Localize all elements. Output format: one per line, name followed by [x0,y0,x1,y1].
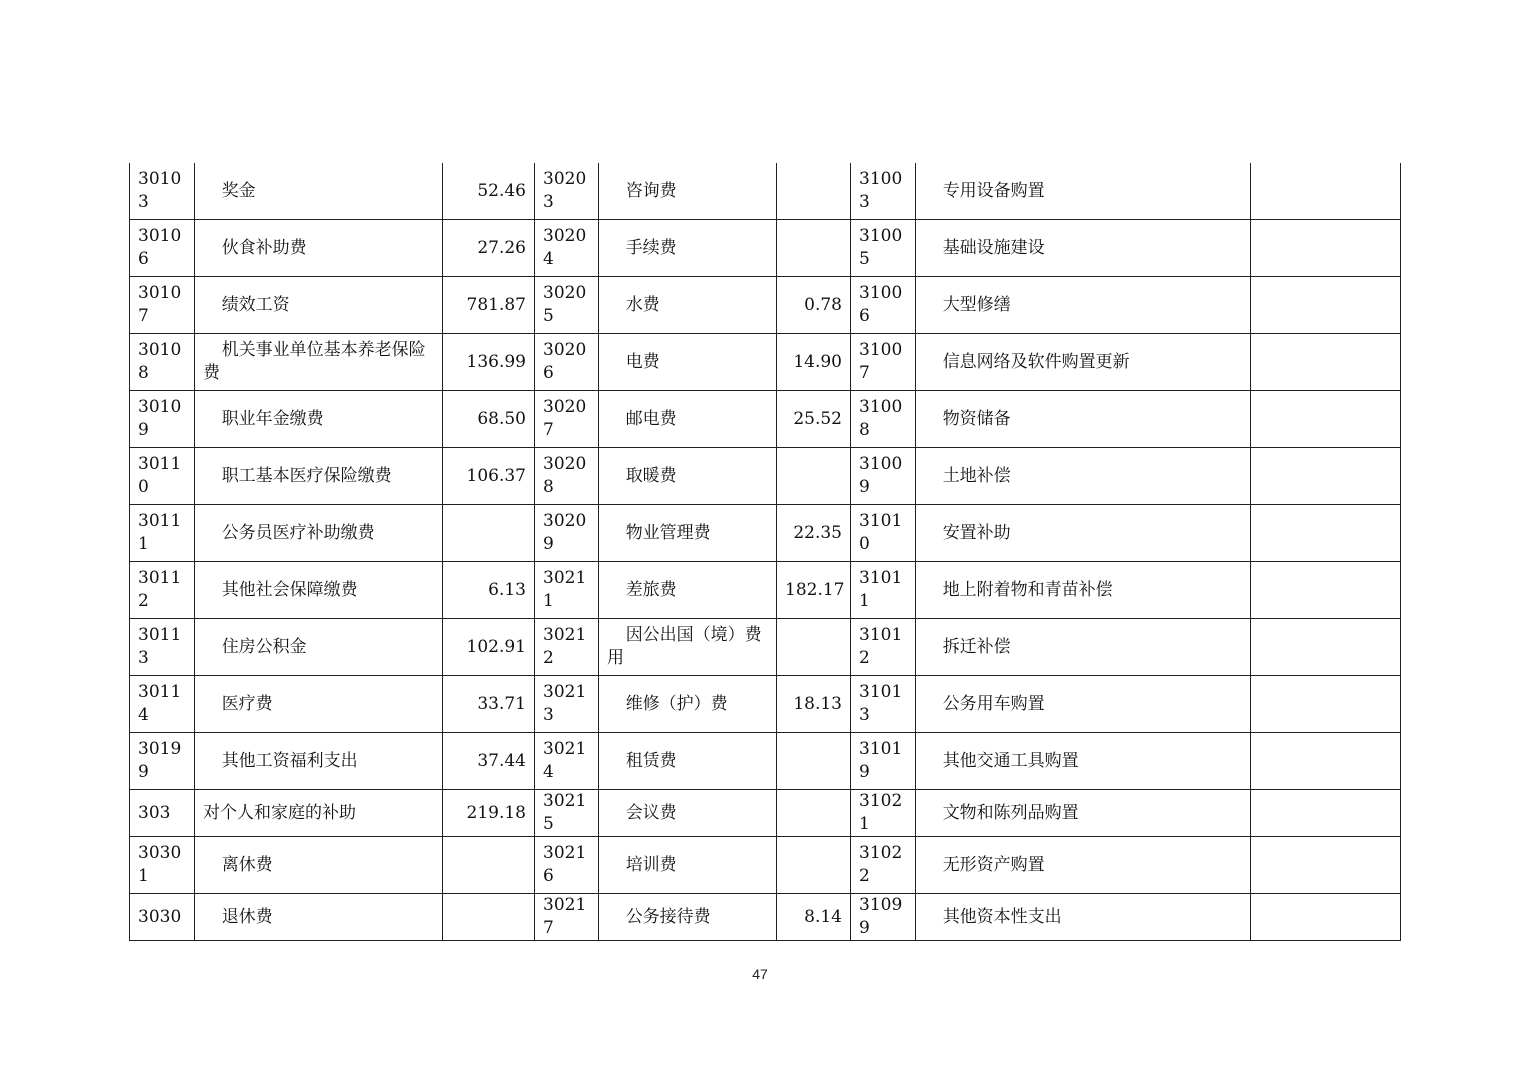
amount-cell [777,837,851,894]
item-name-cell: 公务接待费 [599,894,777,941]
item-name-cell: 租赁费 [599,733,777,790]
amount-cell [443,505,535,562]
econ-code-cell: 31013 [851,676,916,733]
amount-cell: 37.44 [443,733,535,790]
item-name-cell: 公务员医疗补助缴费 [195,505,443,562]
econ-code-cell: 31022 [851,837,916,894]
amount-cell [1251,505,1401,562]
item-name-cell: 退休费 [195,894,443,941]
amount-cell [443,837,535,894]
amount-cell: 6.13 [443,562,535,619]
item-name-cell: 绩效工资 [195,277,443,334]
econ-code-cell: 31007 [851,334,916,391]
econ-code-cell: 30107 [130,277,195,334]
econ-code-cell: 30301 [130,837,195,894]
econ-code-cell: 30216 [535,837,599,894]
econ-code-cell: 30204 [535,220,599,277]
amount-cell [1251,163,1401,220]
amount-cell: 781.87 [443,277,535,334]
econ-code-cell: 31099 [851,894,916,941]
amount-cell [1251,676,1401,733]
econ-code-cell: 30109 [130,391,195,448]
amount-cell [1251,448,1401,505]
econ-code-cell: 30113 [130,619,195,676]
amount-cell [777,163,851,220]
amount-cell [443,894,535,941]
item-name-cell: 因公出国（境）费用 [599,619,777,676]
table-row [130,676,1401,733]
amount-cell [1251,220,1401,277]
econ-code-cell: 30206 [535,334,599,391]
item-name-cell: 会议费 [599,790,777,837]
table-row [130,562,1401,619]
amount-cell: 0.78 [777,277,851,334]
amount-cell: 102.91 [443,619,535,676]
table-row [130,894,1401,941]
item-name-cell: 医疗费 [195,676,443,733]
amount-cell: 18.13 [777,676,851,733]
econ-code-cell: 30112 [130,562,195,619]
item-name-cell: 文物和陈列品购置 [916,790,1251,837]
amount-cell [777,733,851,790]
econ-code-cell: 30211 [535,562,599,619]
amount-cell [1251,790,1401,837]
amount-cell: 27.26 [443,220,535,277]
item-name-cell: 其他工资福利支出 [195,733,443,790]
econ-code-cell: 31008 [851,391,916,448]
item-name-cell: 机关事业单位基本养老保险费 [195,334,443,391]
amount-cell [1251,837,1401,894]
table-row [130,505,1401,562]
econ-code-cell: 31012 [851,619,916,676]
econ-code-cell: 31021 [851,790,916,837]
table-row [130,733,1401,790]
econ-code-cell: 30106 [130,220,195,277]
item-name-cell: 专用设备购置 [916,163,1251,220]
econ-code-cell: 31005 [851,220,916,277]
item-name-cell: 拆迁补偿 [916,619,1251,676]
amount-cell [777,448,851,505]
amount-cell: 8.14 [777,894,851,941]
econ-code-cell: 30205 [535,277,599,334]
econ-code-cell: 30214 [535,733,599,790]
amount-cell [1251,334,1401,391]
item-name-cell: 物业管理费 [599,505,777,562]
econ-code-cell: 31010 [851,505,916,562]
econ-code-cell: 31011 [851,562,916,619]
econ-code-cell: 30108 [130,334,195,391]
item-name-cell: 住房公积金 [195,619,443,676]
econ-code-cell: 303 [130,790,195,837]
item-name-cell: 其他资本性支出 [916,894,1251,941]
item-name-cell: 咨询费 [599,163,777,220]
amount-cell [777,790,851,837]
econ-code-cell: 31019 [851,733,916,790]
item-name-cell: 其他交通工具购置 [916,733,1251,790]
amount-cell [1251,277,1401,334]
item-name-cell: 无形资产购置 [916,837,1251,894]
econ-code-cell: 30199 [130,733,195,790]
amount-cell: 136.99 [443,334,535,391]
econ-code-cell: 30208 [535,448,599,505]
item-name-cell: 奖金 [195,163,443,220]
item-name-cell: 取暖费 [599,448,777,505]
page-number: 47 [752,966,768,982]
amount-cell: 106.37 [443,448,535,505]
item-name-cell: 邮电费 [599,391,777,448]
item-name-cell: 差旅费 [599,562,777,619]
item-name-cell: 物资储备 [916,391,1251,448]
item-name-cell: 电费 [599,334,777,391]
amount-cell [1251,733,1401,790]
econ-code-cell: 31003 [851,163,916,220]
item-name-cell: 手续费 [599,220,777,277]
table-row [130,391,1401,448]
econ-code-cell: 30203 [535,163,599,220]
econ-code-cell: 31006 [851,277,916,334]
econ-code-cell: 3030 [130,894,195,941]
table-row [130,448,1401,505]
table-row [130,163,1401,220]
item-name-cell: 地上附着物和青苗补偿 [916,562,1251,619]
amount-cell [1251,562,1401,619]
amount-cell [777,220,851,277]
table-row [130,790,1401,837]
table-row [130,837,1401,894]
econ-code-cell: 30215 [535,790,599,837]
amount-cell [777,619,851,676]
amount-cell: 25.52 [777,391,851,448]
amount-cell: 14.90 [777,334,851,391]
econ-code-cell: 30110 [130,448,195,505]
amount-cell: 22.35 [777,505,851,562]
amount-cell: 33.71 [443,676,535,733]
econ-code-cell: 30213 [535,676,599,733]
item-name-cell: 水费 [599,277,777,334]
item-name-cell: 对个人和家庭的补助 [195,790,443,837]
econ-code-cell: 30114 [130,676,195,733]
table-row [130,619,1401,676]
amount-cell [1251,894,1401,941]
amount-cell [1251,619,1401,676]
table-row [130,277,1401,334]
econ-code-cell: 30212 [535,619,599,676]
amount-cell: 68.50 [443,391,535,448]
item-name-cell: 培训费 [599,837,777,894]
budget-expenditure-table [129,163,1401,941]
econ-code-cell: 30111 [130,505,195,562]
table-row [130,220,1401,277]
item-name-cell: 大型修缮 [916,277,1251,334]
item-name-cell: 职工基本医疗保险缴费 [195,448,443,505]
econ-code-cell: 30207 [535,391,599,448]
amount-cell [1251,391,1401,448]
item-name-cell: 土地补偿 [916,448,1251,505]
item-name-cell: 伙食补助费 [195,220,443,277]
amount-cell: 219.18 [443,790,535,837]
item-name-cell: 职业年金缴费 [195,391,443,448]
econ-code-cell: 31009 [851,448,916,505]
item-name-cell: 维修（护）费 [599,676,777,733]
item-name-cell: 信息网络及软件购置更新 [916,334,1251,391]
item-name-cell: 离休费 [195,837,443,894]
item-name-cell: 公务用车购置 [916,676,1251,733]
table-row [130,334,1401,391]
econ-code-cell: 30217 [535,894,599,941]
econ-code-cell: 30209 [535,505,599,562]
item-name-cell: 基础设施建设 [916,220,1251,277]
item-name-cell: 安置补助 [916,505,1251,562]
amount-cell: 182.17 [777,562,851,619]
econ-code-cell: 30103 [130,163,195,220]
item-name-cell: 其他社会保障缴费 [195,562,443,619]
amount-cell: 52.46 [443,163,535,220]
